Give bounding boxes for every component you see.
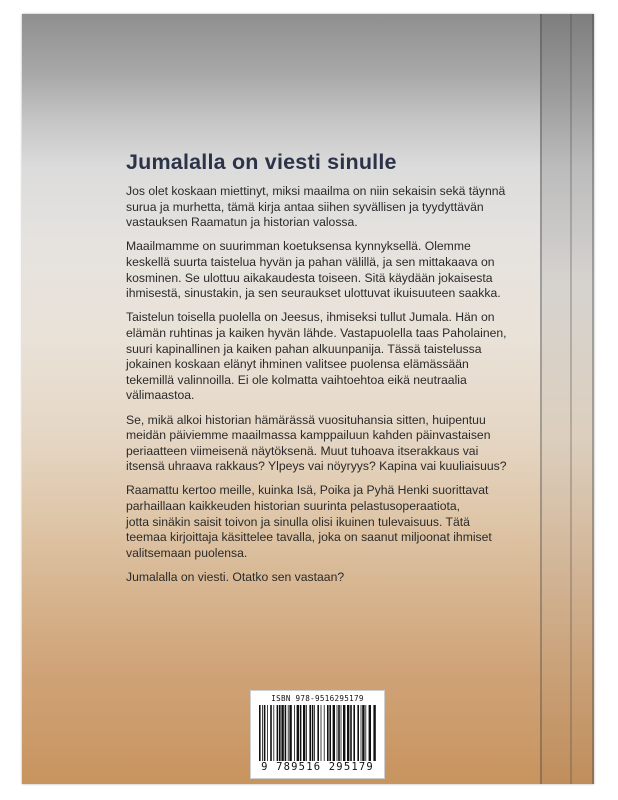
text-line: Raamattu kertoo meille, kuinka Isä, Poika ja Pyhä Henki suorittavat: [126, 483, 489, 498]
barcode-bar: [365, 705, 366, 761]
text-line: Se, mikä alkoi historian hämärässä vuosituhansia sitten, huipentuu: [126, 412, 486, 427]
text-line: itsensä uhraava rakkaus? Ylpeys vai nöyryys? Kapina vai kuuliaisuus?: [126, 459, 507, 474]
barcode-bar: [267, 705, 268, 761]
barcode-bar: [361, 705, 362, 761]
blurb-paragraph-2: [126, 239, 538, 301]
barcode-bar: [297, 705, 299, 761]
barcode-bar: [259, 705, 261, 761]
barcode-bar: [338, 705, 340, 761]
barcode-bar: [324, 705, 325, 761]
barcode-bar: [281, 705, 283, 761]
text-line: kosminen. Se ulottuu aikakaudesta toiseen. Sitä käydään jokaisesta: [126, 270, 493, 285]
text-line: surua ja murhetta, tämä kirja antaa siihen syvällisen ja tyydyttävän: [126, 199, 484, 214]
barcode-bar: [353, 705, 355, 761]
blurb-paragraph-4: [126, 413, 538, 475]
barcode-bar: [285, 705, 287, 761]
barcode-bar: [347, 705, 349, 761]
barcode-bar: [306, 705, 307, 761]
barcode-bar: [327, 705, 329, 761]
spine-edge: [592, 14, 594, 784]
barcode-bar: [321, 705, 322, 761]
blurb-text: [126, 184, 538, 594]
isbn-label: ISBN 978-9516295179: [271, 694, 364, 703]
barcode-bar: [350, 705, 352, 761]
spine-groove: [570, 14, 572, 784]
cover-title: Jumalalla on viesti sinulle: [126, 150, 397, 174]
text-line: suuri kapinallinen ja kaiken pahan alkuunpanija. Tässä taistelussa: [126, 341, 482, 356]
blurb-paragraph-5: [126, 483, 538, 561]
barcode-bar: [314, 705, 315, 761]
barcode-bar: [343, 705, 345, 761]
text-line: jokainen koskaan elänyt ihminen valitsee puolensa elämässään: [126, 357, 469, 372]
barcode-bar: [317, 705, 319, 761]
barcode-bar: [289, 705, 291, 761]
barcode-bar: [309, 705, 311, 761]
barcode-bar: [279, 705, 281, 761]
text-line: vastauksen Raamatun ja historian valossa.: [126, 215, 358, 230]
text-line: teemaa kirjoittaja käsittelee tavalla, joka on saanut miljoonat ihmiset: [126, 530, 492, 545]
text-line: elämän ruhtinas ja kaiken hyvän lähde. Vastapuolella taas Paholainen,: [126, 325, 507, 340]
barcode-bar: [337, 705, 338, 761]
blurb-paragraph-1: [126, 184, 538, 231]
barcode-bar: [373, 705, 375, 761]
book-spine: [540, 14, 594, 784]
barcode-digits: 9 789516 295179: [261, 761, 374, 773]
barcode-bar: [262, 705, 263, 761]
barcode-bar: [303, 705, 305, 761]
barcode-bars: [259, 705, 376, 761]
barcode-bar: [288, 705, 289, 761]
barcode-bar: [294, 705, 295, 761]
barcode-bar: [300, 705, 302, 761]
barcode-bar: [270, 705, 272, 761]
text-line: ihmisestä, sinustakin, ja sen seuraukset ulottuvat ikuisuuteen saakka.: [126, 286, 501, 301]
isbn-barcode: [250, 690, 385, 779]
text-line: Maailmamme on suurimman koetuksensa kynnyksellä. Olemme: [126, 239, 471, 254]
barcode-bar: [362, 705, 364, 761]
barcode-bar: [312, 705, 314, 761]
text-line: välimaastoa.: [126, 388, 195, 403]
text-line: Jos olet koskaan miettinyt, miksi maailma on niin sekaisin sekä täynnä: [126, 184, 506, 198]
text-line: meidän päiviemme maailmassa kamppailuun kahden päinvastaisen: [126, 428, 491, 443]
barcode-bar: [273, 705, 274, 761]
blurb-paragraph-6: [126, 570, 538, 586]
barcode-bar: [357, 705, 359, 761]
barcode-bar: [369, 705, 371, 761]
text-line: Jumalalla on viesti. Otatko sen vastaan?: [126, 570, 345, 585]
blurb-paragraph-3: [126, 310, 538, 404]
text-line: keskellä suurta taistelua hyvän ja pahan välillä, ja sen mittakaava on: [126, 254, 495, 269]
text-line: tekemillä valinnoilla. Ei ole kolmatta vaihtoehtoa eikä neutraalia: [126, 372, 467, 387]
barcode-bar: [329, 705, 331, 761]
text-line: jotta sinäkin saisit toivon ja sinulla olisi ikuinen tulevaisuus. Tätä: [126, 514, 470, 529]
barcode-bar: [264, 705, 266, 761]
text-line: valitsemaan puolensa.: [126, 545, 248, 560]
barcode-bar: [277, 705, 279, 761]
barcode-bar: [341, 705, 342, 761]
text-line: periaatteen viimeisenä näytöksenä. Muut tuhoava itserakkaus vai: [126, 443, 479, 458]
book-back-cover: [22, 14, 594, 784]
text-line: Taistelun toisella puolella on Jeesus, ihmiseksi tullut Jumala. Hän on: [126, 310, 495, 325]
barcode-bar: [333, 705, 335, 761]
spine-fold: [540, 14, 542, 784]
text-line: parhaillaan kaikkeuden historian suurinta pelastusoperaatiota,: [126, 499, 461, 514]
